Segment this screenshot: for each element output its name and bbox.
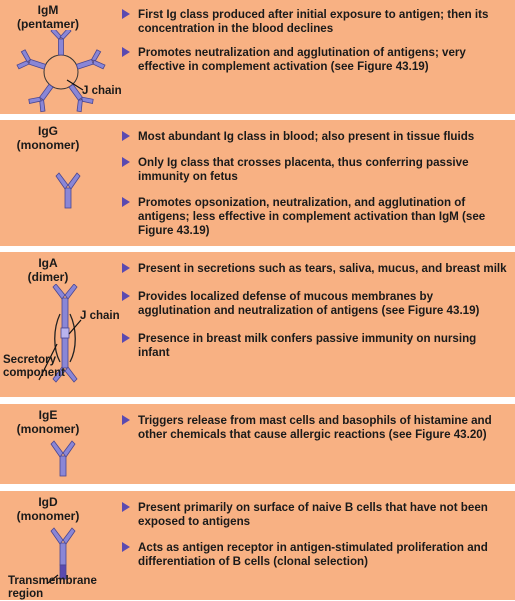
igd-panel — [0, 491, 515, 600]
iga-panel — [0, 252, 515, 397]
bullet-arrow-icon — [122, 502, 130, 512]
bullet-text: Most abundant Ig class in blood; also present in tissue fluids — [138, 130, 475, 143]
bullet-arrow-icon — [122, 157, 130, 167]
bullet-arrow-icon — [122, 415, 130, 425]
igm-pentamer-icon — [5, 30, 120, 120]
iga-bullet — [122, 262, 507, 276]
iga-bullet — [122, 290, 507, 318]
igg-bullets — [122, 130, 507, 248]
igg-bullet — [122, 156, 507, 184]
ige-structure-text: (monomer) — [16, 422, 80, 436]
iga-structure-text: (dimer) — [27, 270, 69, 284]
igg-structure-text: (monomer) — [16, 138, 80, 152]
igm-bullet — [122, 8, 507, 36]
bullet-arrow-icon — [122, 333, 130, 343]
bullet-text: First Ig class produced after initial exposure to antigen; then its concentration in the blood declines — [138, 8, 489, 35]
igg-class-name — [8, 124, 88, 152]
bullet-text: Promotes opsonization, neutralization, and agglutination of antigens; less effective in complement activation than IgM (see Figure 43.19) — [138, 196, 486, 237]
bullet-text: Provides localized defense of mucous membranes by agglutination and neutralization of antigens (see Figure 43.19) — [138, 290, 480, 317]
igm-bullet — [122, 46, 507, 74]
bullet-text: Present primarily on surface of naive B cells that have not been exposed to antigens — [138, 501, 488, 528]
igm-structure-text: (pentamer) — [16, 17, 79, 31]
bullet-arrow-icon — [122, 131, 130, 141]
bullet-text: Triggers release from mast cells and basophils of histamine and other chemicals that cause allergic reactions (see Figure 43.20) — [138, 414, 492, 441]
ige-class-name — [8, 408, 88, 436]
iga-secretory-component-label: Secretory component — [3, 354, 65, 379]
bullet-text: Present in secretions such as tears, saliva, mucus, and breast milk — [138, 262, 507, 275]
igd-structure-text: (monomer) — [16, 509, 80, 523]
bullet-arrow-icon — [122, 47, 130, 57]
igd-transmembrane-region-label: Transmembrane region — [8, 575, 97, 600]
igd-class-name — [8, 495, 88, 523]
bullet-arrow-icon — [122, 197, 130, 207]
ige-bullet — [122, 414, 507, 442]
igm-j-chain-label: J chain — [82, 85, 122, 97]
bullet-arrow-icon — [122, 542, 130, 552]
bullet-arrow-icon — [122, 9, 130, 19]
igm-bullets — [122, 8, 507, 84]
ige-name-text: IgE — [38, 408, 58, 422]
ige-bullets — [122, 414, 507, 452]
igg-bullet — [122, 196, 507, 238]
iga-name-text: IgA — [38, 256, 58, 270]
igd-bullets — [122, 501, 507, 579]
ige-panel — [0, 404, 515, 484]
igg-name-text: IgG — [38, 124, 58, 138]
bullet-text: Promotes neutralization and agglutination of antigens; very effective in complement activation (see Figure 43.19) — [138, 46, 466, 73]
bullet-text: Acts as antigen receptor in antigen-stimulated proliferation and differentiation of B cells (clonal selection) — [138, 541, 488, 568]
igd-name-text: IgD — [38, 495, 58, 509]
igg-bullet — [122, 130, 507, 144]
iga-bullets — [122, 262, 507, 370]
igd-bullet — [122, 541, 507, 569]
iga-j-chain-label: J chain — [80, 310, 120, 322]
bullet-arrow-icon — [122, 263, 130, 273]
bullet-text: Only Ig class that crosses placenta, thus conferring passive immunity on fetus — [138, 156, 469, 183]
igm-name-text: IgM — [37, 3, 59, 17]
igm-panel — [0, 0, 515, 114]
igg-monomer-icon — [53, 172, 83, 212]
bullet-arrow-icon — [122, 291, 130, 301]
bullet-text: Presence in breast milk confers passive immunity on nursing infant — [138, 332, 477, 359]
igg-panel — [0, 120, 515, 246]
igm-class-name — [8, 3, 88, 31]
iga-class-name — [8, 256, 88, 284]
ige-monomer-icon — [48, 440, 78, 480]
igd-bullet — [122, 501, 507, 529]
iga-bullet — [122, 332, 507, 360]
